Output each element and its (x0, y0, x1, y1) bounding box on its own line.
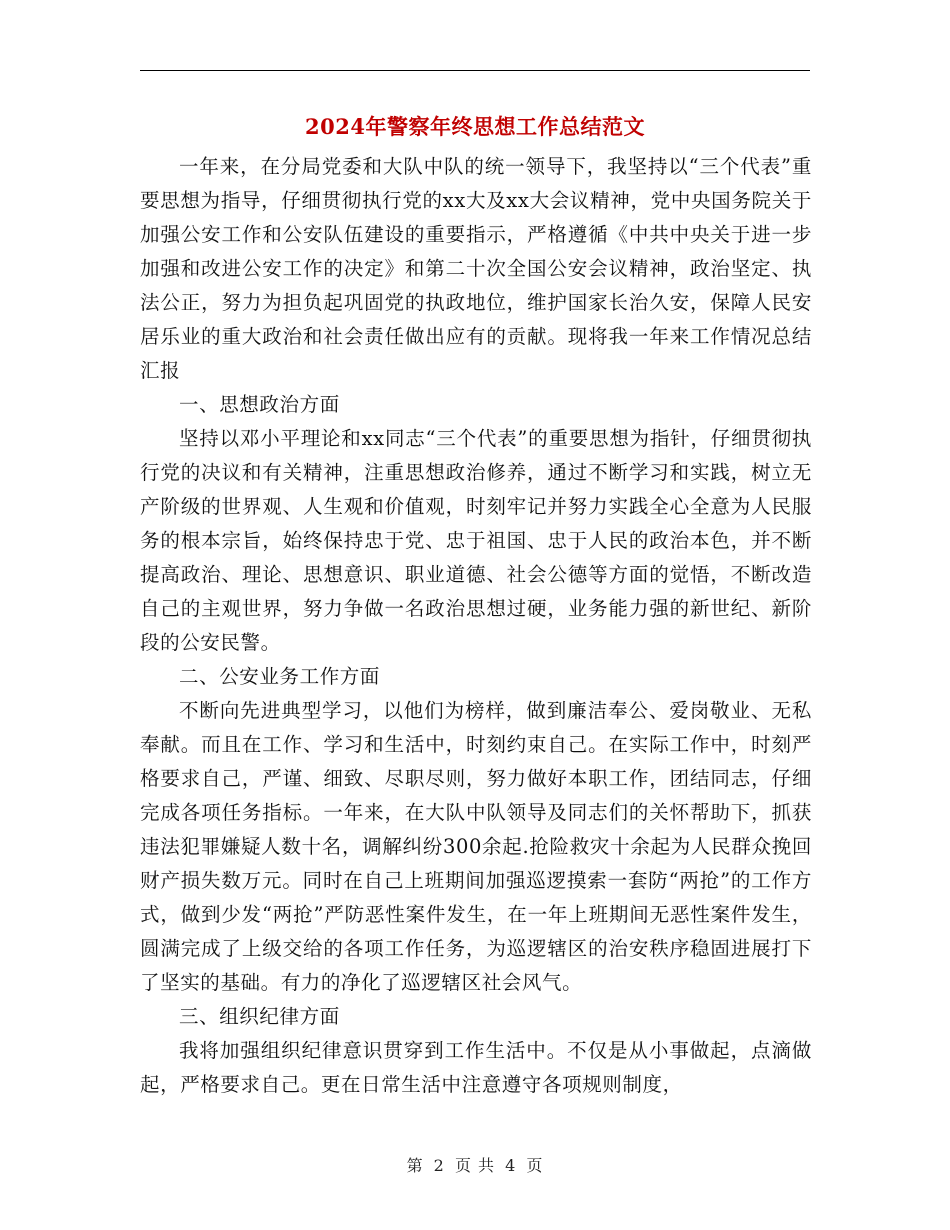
total-pages-number: 4 (505, 1156, 517, 1175)
intro-paragraph: 一年来，在分局党委和大队中队的统一领导下，我坚持以“三个代表”重要思想为指导，仔细贯彻执行党的xx大及xx大会议精神，党中央国务院关于加强公安工作和公安队伍建设的重要指示，严格遵循《中共中央关于进一步加强和改进公安工作的决定》和第二十次全国公安会议精神，政治坚定、执法公正，努力为担负起巩固党的执政地位，维护国家长治久安，保障人民安居乐业的重大政治和社会责任做出应有的贡献。现将我一年来工作情况总结汇报 (140, 155, 812, 382)
page-footer (0, 1154, 950, 1178)
footer-prefix: 第 (406, 1156, 424, 1175)
document-title: 2024年警察年终思想工作总结范文 (305, 114, 645, 139)
document-body (140, 150, 812, 1102)
section-heading-ideology: 一、思想政治方面 (179, 393, 340, 416)
section-heading-police-work: 二、公安业务工作方面 (179, 665, 381, 688)
police-work-paragraph: 不断向先进典型学习，以他们为榜样，做到廉洁奉公、爱岗敬业、无私奉献。而且在工作、学习和生活中，时刻约束自己。在实际工作中，时刻严格要求自己，严谨、细致、尽职尽则，努力做好本职工作，团结同志，仔细完成各项任务指标。一年来，在大队中队领导及同志们的关怀帮助下，抓获违法犯罪嫌疑人数十名，调解纠纷300余起.抢险救灾十余起为人民群众挽回财产损失数万元。同时在自己上班期间加强巡逻摸索一套防“两抢”的工作方式，做到少发“两抢”严防恶性案件发生，在一年上班期间无恶性案件发生，圆满完成了上级交给的各项工作任务，为巡逻辖区的治安秩序稳固进展打下了坚实的基础。有力的净化了巡逻辖区社会风气。 (140, 699, 812, 994)
footer-suffix: 页 (526, 1156, 544, 1175)
discipline-paragraph: 我将加强组织纪律意识贯穿到工作生活中。不仅是从小事做起，点滴做起，严格要求自己。更在日常生活中注意遵守各项规则制度， (140, 1039, 812, 1096)
footer-middle: 页 共 (454, 1156, 496, 1175)
current-page-number: 2 (433, 1156, 445, 1175)
section-heading-discipline: 三、组织纪律方面 (179, 1005, 340, 1028)
header-rule (140, 70, 810, 71)
ideology-paragraph: 坚持以邓小平理论和xx同志“三个代表”的重要思想为指针，仔细贯彻执行党的决议和有关精神，注重思想政治修养，通过不断学习和实践，树立无产阶级的世界观、人生观和价值观，时刻牢记并努力实践全心全意为人民服务的根本宗旨，始终保持忠于党、忠于祖国、忠于人民的政治本色，并不断提高政治、理论、思想意识、职业道德、社会公德等方面的觉悟，不断改造自己的主观世界，努力争做一名政治思想过硬，业务能力强的新世纪、新阶段的公安民警。 (140, 427, 812, 654)
